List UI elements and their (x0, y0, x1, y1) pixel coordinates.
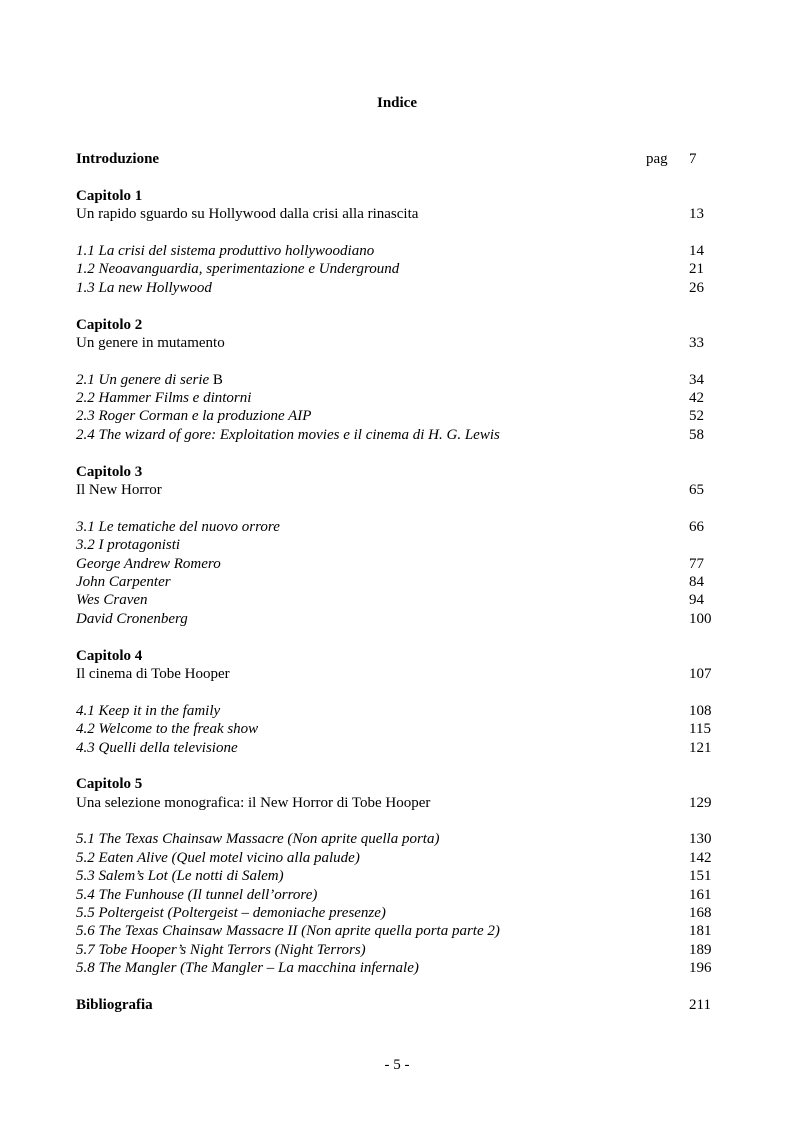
section-row (76, 867, 716, 885)
section-page: 161 (689, 886, 712, 903)
section-title: 5.2 Eaten Alive (Quel motel vicino alla palude) (76, 849, 360, 866)
bibliography-label: Bibliografia (76, 996, 153, 1013)
section-page: 142 (689, 849, 712, 866)
section-row (76, 922, 716, 940)
section-row (76, 591, 716, 609)
section-page: 84 (689, 573, 704, 590)
chapter-heading-row (76, 463, 716, 481)
section-title-wrap (76, 830, 439, 848)
chapter-subtitle: Un genere in mutamento (76, 334, 225, 351)
section-row (76, 555, 716, 573)
section-page: 52 (689, 408, 704, 425)
chapter-subtitle-row (76, 665, 716, 683)
chapter-heading: Capitolo 4 (76, 647, 143, 664)
introduction-label: Introduzione (76, 151, 160, 167)
chapter-subtitle-row (76, 481, 716, 499)
section-title-wrap (76, 591, 148, 609)
chapter-subtitle-page: 13 (689, 206, 704, 223)
chapter-subtitle: Il New Horror (76, 482, 162, 499)
section-title-wrap (76, 555, 221, 573)
section-page: 14 (689, 242, 704, 259)
section-row (76, 371, 716, 389)
section-row (76, 279, 716, 297)
section-page: 100 (689, 610, 712, 627)
section-row (76, 959, 716, 977)
section-page: 94 (689, 592, 704, 609)
section-page: 189 (689, 941, 712, 958)
section-row (76, 849, 716, 867)
section-title-wrap (76, 279, 212, 297)
section-title-wrap (76, 518, 280, 536)
chapter-subtitle-row (76, 794, 716, 812)
section-page: 115 (689, 721, 711, 738)
section-title-wrap (76, 536, 180, 554)
section-title-wrap (76, 922, 500, 940)
chapter-block (76, 463, 716, 647)
section-title: 2.2 Hammer Films e dintorni (76, 390, 252, 407)
chapter-subtitle-row (76, 205, 716, 223)
chapter-subtitle: Il cinema di Tobe Hooper (76, 665, 230, 682)
section-page: 42 (689, 390, 704, 407)
section-title: 5.8 The Mangler (The Mangler – La macchina infernale) (76, 960, 419, 977)
section-page: 181 (689, 923, 712, 940)
chapter-heading: Capitolo 3 (76, 463, 143, 480)
section-title: Wes Craven (76, 592, 148, 609)
section-title: 4.1 Keep it in the family (76, 702, 221, 719)
section-row (76, 389, 716, 407)
toc-bibliography (76, 996, 716, 1014)
section-title-wrap (76, 242, 374, 260)
chapter-subtitle: Una selezione monografica: il New Horror di Tobe Hooper (76, 794, 431, 811)
chapter-subtitle: Un rapido sguardo su Hollywood dalla crisi alla rinascita (76, 206, 419, 223)
chapter-subtitle-page: 33 (689, 334, 704, 351)
section-title-wrap (76, 959, 419, 977)
section-title-wrap (76, 720, 258, 738)
section-title: 4.2 Welcome to the freak show (76, 721, 259, 738)
section-page: 26 (689, 279, 704, 296)
chapter-subtitle-page: 129 (689, 794, 712, 811)
section-title: 3.1 Le tematiche del nuovo orrore (76, 518, 280, 535)
chapter-block (76, 316, 716, 463)
section-row (76, 886, 716, 904)
introduction-page: 7 (689, 151, 697, 167)
section-row (76, 518, 716, 536)
section-page: 130 (689, 831, 712, 848)
toc-introduction (76, 150, 716, 168)
chapter-heading: Capitolo 5 (76, 776, 143, 793)
chapter-subtitle-row (76, 334, 716, 352)
section-page: 196 (689, 960, 712, 977)
section-title-wrap (76, 610, 188, 628)
section-title-wrap (76, 702, 220, 720)
section-title: 2.4 The wizard of gore: Exploitation movies e il cinema di H. G. Lewis (76, 426, 500, 443)
section-row (76, 407, 716, 425)
section-page: 121 (689, 739, 712, 756)
section-title-wrap (76, 260, 399, 278)
section-row (76, 242, 716, 260)
section-title-wrap (76, 739, 238, 757)
chapter-heading-row (76, 187, 716, 205)
section-title-wrap (76, 941, 366, 959)
section-title: 5.4 The Funhouse (Il tunnel dell’orrore) (76, 886, 318, 903)
section-title-wrap (76, 426, 500, 444)
section-title-wrap (76, 407, 311, 425)
section-title: George Andrew Romero (76, 555, 221, 572)
chapter-heading: Capitolo 2 (76, 316, 143, 333)
section-title-wrap (76, 371, 223, 389)
chapter-subtitle-page: 65 (689, 482, 704, 499)
section-title: 4.3 Quelli della televisione (76, 739, 238, 756)
chapter-heading-row (76, 775, 716, 793)
section-title: David Cronenberg (76, 610, 188, 627)
section-title: 5.6 The Texas Chainsaw Massacre II (Non aprite quella porta parte 2) (76, 923, 500, 940)
section-row (76, 702, 716, 720)
section-row (76, 536, 716, 554)
chapter-heading-row (76, 647, 716, 665)
section-title-wrap (76, 867, 284, 885)
bibliography-page: 211 (689, 996, 711, 1013)
section-title: 2.1 Un genere di serie (76, 371, 210, 388)
section-title: 1.3 La new Hollywood (76, 279, 212, 296)
section-page: 58 (689, 426, 704, 443)
section-title: 5.5 Poltergeist (Poltergeist – demoniache presenze) (76, 905, 386, 922)
section-title: 2.3 Roger Corman e la produzione AIP (76, 408, 312, 425)
chapter-block (76, 647, 716, 776)
section-row (76, 739, 716, 757)
chapters-list (76, 187, 716, 996)
table-of-contents (76, 150, 716, 1014)
chapter-heading: Capitolo 1 (76, 187, 143, 204)
chapter-block (76, 775, 716, 996)
section-row (76, 610, 716, 628)
page-number: - 5 - (384, 1057, 410, 1073)
section-title: 1.1 La crisi del sistema produttivo hollywoodiano (76, 242, 375, 259)
section-title: John Carpenter (76, 573, 171, 590)
section-row (76, 426, 716, 444)
section-page: 108 (689, 702, 712, 719)
section-title: 1.2 Neoavanguardia, sperimentazione e Underground (76, 261, 400, 278)
section-title-suffix: B (209, 371, 223, 388)
section-page: 66 (689, 518, 704, 535)
section-row (76, 573, 716, 591)
section-title: 5.7 Tobe Hooper’s Night Terrors (Night Terrors) (76, 941, 366, 958)
section-page: 77 (689, 555, 704, 572)
section-row (76, 260, 716, 278)
section-title: 5.3 Salem’s Lot (Le notti di Salem) (76, 868, 284, 885)
section-row (76, 720, 716, 738)
section-title-wrap (76, 849, 360, 867)
pag-label: pag (646, 151, 668, 167)
section-page: 151 (689, 868, 712, 885)
section-title-wrap (76, 389, 251, 407)
chapter-subtitle-page: 107 (689, 665, 712, 682)
section-title-wrap (76, 573, 171, 591)
section-page: 34 (689, 371, 704, 388)
section-page: 21 (689, 261, 704, 278)
section-title-wrap (76, 886, 317, 904)
chapter-heading-row (76, 316, 716, 334)
section-title: 5.1 The Texas Chainsaw Massacre (Non aprite quella porta) (76, 831, 440, 848)
section-page: 168 (689, 905, 712, 922)
section-row (76, 941, 716, 959)
section-row (76, 904, 716, 922)
chapter-block (76, 187, 716, 316)
page-title: Indice (376, 95, 417, 111)
section-title: 3.2 I protagonisti (76, 537, 181, 554)
section-title-wrap (76, 904, 386, 922)
section-row (76, 830, 716, 848)
